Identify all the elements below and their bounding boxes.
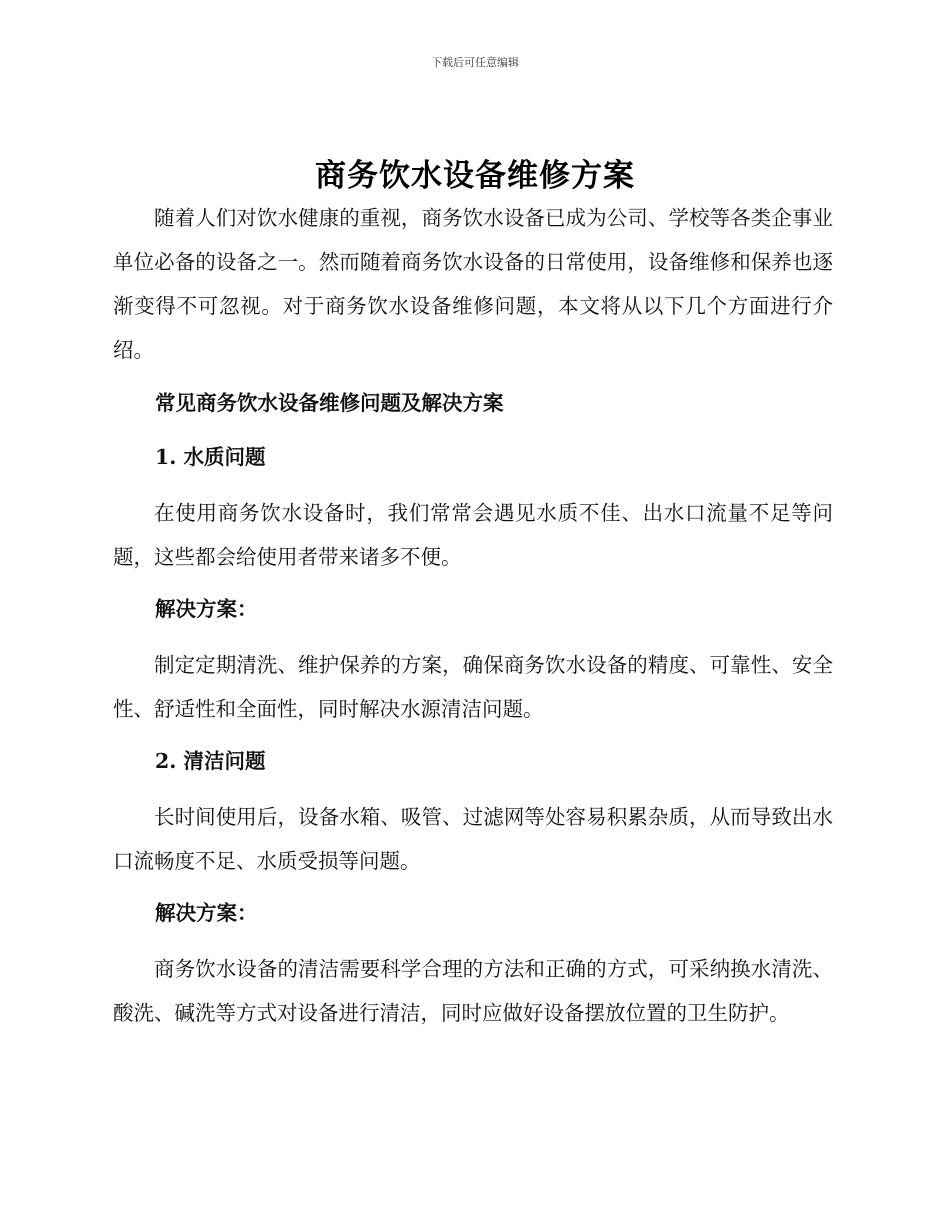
intro-paragraph: 随着人们对饮水健康的重视，商务饮水设备已成为公司、学校等各类企事业单位必备的设备之一。然而随着商务饮水设备的日常使用，设备维修和保养也逐渐变得不可忽视。对于商务饮水设备维修问题，本文将从以下几个方面进行介绍。: [113, 206, 833, 362]
item1-solution-label: 解决方案：: [155, 597, 258, 621]
document-title: 商务饮水设备维修方案: [315, 158, 635, 194]
item2-heading: 2. 清洁问题: [155, 749, 266, 773]
page-header: 下载后可任意编辑: [431, 56, 519, 69]
item1-heading: 1. 水质问题: [155, 445, 266, 469]
section-heading: 常见商务饮水设备维修问题及解决方案: [155, 391, 504, 415]
item2-problem-paragraph: 长时间使用后，设备水箱、吸管、过滤网等处容易积累杂质，从而导致出水口流畅度不足、水质受损等问题。: [113, 805, 833, 873]
item1-solution-paragraph: 制定定期清洗、维护保养的方案，确保商务饮水设备的精度、可靠性、安全性、舒适性和全面性，同时解决水源清洁问题。: [113, 653, 833, 721]
item2-solution-paragraph: 商务饮水设备的清洁需要科学合理的方法和正确的方式，可采纳换水清洗、酸洗、碱洗等方式对设备进行清洁，同时应做好设备摆放位置的卫生防护。: [113, 957, 833, 1025]
item1-problem-paragraph: 在使用商务饮水设备时，我们常常会遇见水质不佳、出水口流量不足等问题，这些都会给使用者带来诸多不便。: [113, 501, 833, 569]
item2-solution-label: 解决方案：: [155, 901, 258, 925]
